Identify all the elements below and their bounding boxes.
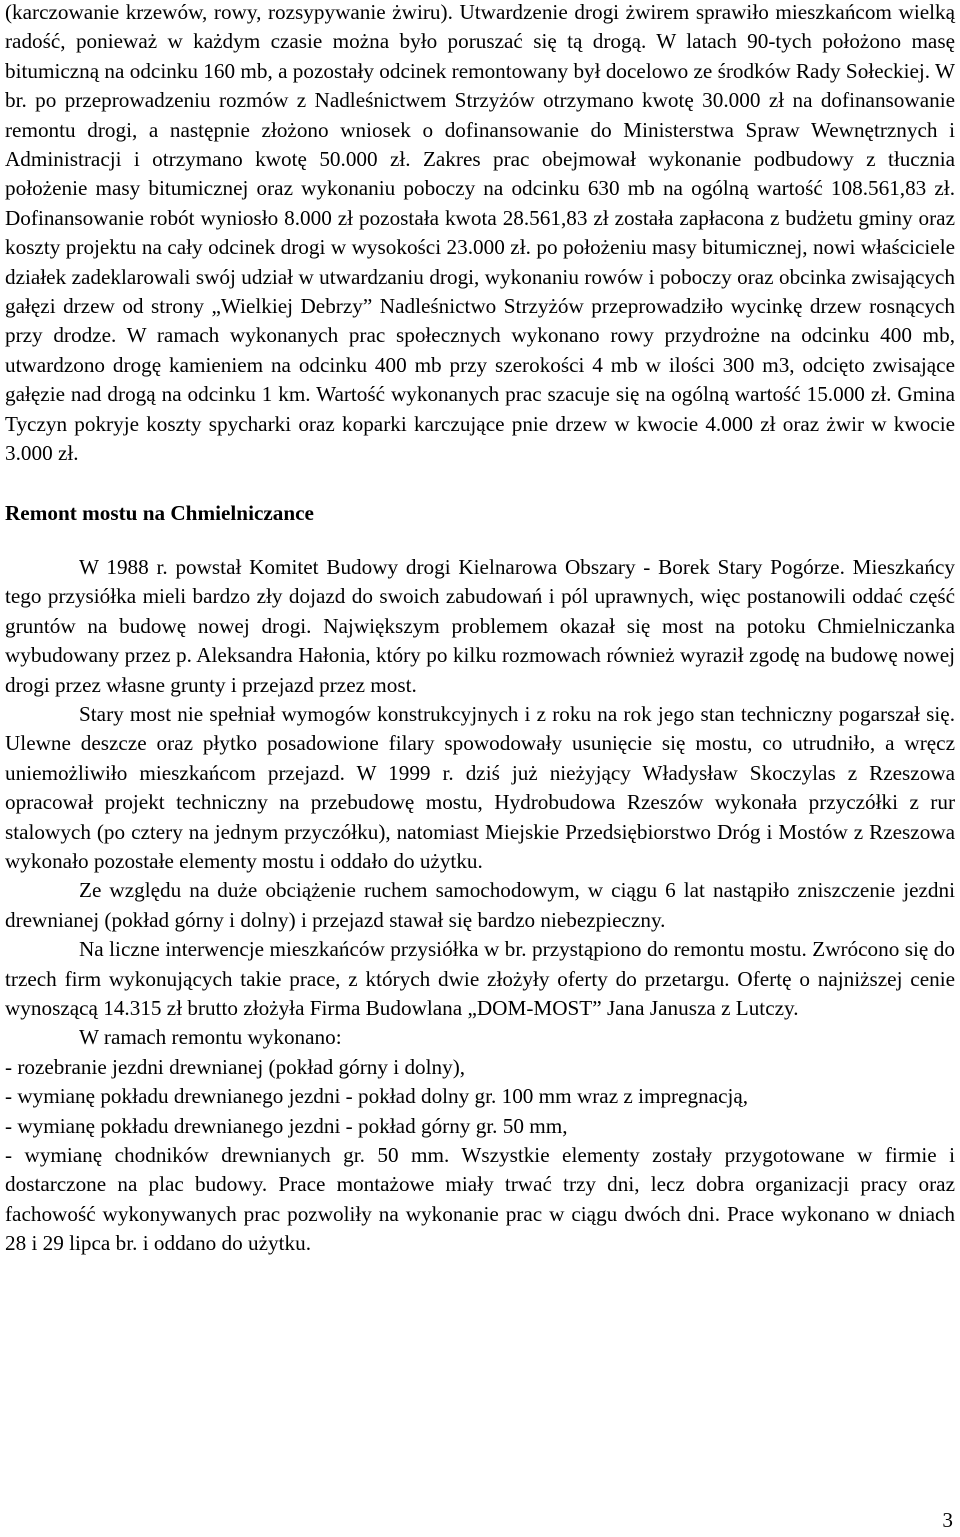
- body-paragraph: (karczowanie krzewów, rowy, rozsypywanie żwiru). Utwardzenie drogi żwirem sprawiło mieszkańcom wielką radość, ponieważ w każdym czasie można było poruszać się tą drogą. W latach 90-tych położono masę bitumiczną na odcinku 160 mb, a pozostały odcinek remontowany był docelowo ze środków Rady Sołeckiej. W br. po przeprowadzeniu rozmów z Nadleśnictwem Strzyżów otrzymano kwotę 30.000 zł na dofinansowanie remontu drogi, a następnie złożono wniosek o dofinansowanie do Ministerstwa Spraw Wewnętrznych i Administracji i otrzymano kwotę 50.000 zł. Zakres prac obejmował wykonanie podbudowy z tłucznia położenie masy bitumicznej oraz wykonaniu poboczy na odcinku 630 mb na ogólną wartość 108.561,83 zł. Dofinansowanie robót wyniosło 8.000 zł pozostała kwota 28.561,83 zł została zapłacona z budżetu gminy oraz koszty projektu na cały odcinek drogi w wysokości 23.000 zł. po położeniu masy bitumicznej, nowi właściciele działek zadeklarowali swój udział w utwardzaniu drogi, wykonaniu rowów i poboczy oraz obcinka zwisających gałęzi drzew od strony „Wielkiej Debrzy” Nadleśnictwo Strzyżów przeprowadziło wycinkę drzew rosnących przy drodze. W ramach wykonanych prac społecznych wykonano rowy przydrożne na odcinku 400 mb, utwardzono drogę kamieniem na odcinku 400 mb przy szerokości 4 mb w ilości 300 m3, odcięto zwisające gałęzie nad drogą na odcinku 1 km. Wartość wykonanych prac szacuje się na ogólną wartość 15.000 zł. Gmina Tyczyn pokryje koszty spycharki oraz koparki karczujące pnie drzew w kwocie 4.000 zł oraz żwir w kwocie 3.000 zł.: [5, 0, 955, 466]
- section-body: [5, 553, 955, 1259]
- body-paragraph: W 1988 r. powstał Komitet Budowy drogi Kielnarowa Obszary - Borek Stary Pogórze. Mieszkańcy tego przysiółka mieli bardzo zły dojazd do swoich zabudowań i pól uprawnych, więc postanowili oddać część gruntów na budowę nowej drogi. Największym problemem okazał się most na potoku Chmielniczanka wybudowany przez p. Aleksandra Hałonia, który po kilku rozmowach również wyraził zgodę na budowę nowej drogi przez własne grunty i przejazd przez most.: [5, 554, 955, 697]
- page-number: 3: [942, 1508, 953, 1532]
- list-item: - rozebranie jezdni drewnianej (pokład górny i dolny),: [5, 1054, 466, 1079]
- body-paragraph: Na liczne interwencje mieszkańców przysiółka w br. przystąpiono do remontu mostu. Zwrócono się do trzech firm wykonujących takie prace, z których dwie złożyły oferty do przetargu. Ofertę o najniższej cenie wynoszącą 14.315 zł brutto złożyła Firma Budowlana „DOM-MOST” Jana Janusza z Lutczy.: [5, 937, 955, 1020]
- document-page: [5, 0, 955, 1259]
- body-paragraph: Stary most nie spełniał wymogów konstrukcyjnych i z roku na rok jego stan techniczny pogarszał się. Ulewne deszcze oraz płytko posadowione filary spowodowały usunięcie się mostu, co utrudniło, a wręcz uniemożliwiło mieszkańcom przejazd. W 1999 r. dziś już nieżyjący Władysław Skoczylas z Rzeszowa opracował projekt techniczny na przebudowę mostu, Hydrobudowa Rzeszów wykonała przyczółki z rur stalowych (po cztery na jednym przyczółku), natomiast Miejskie Przedsiębiorstwo Dróg i Mostów z Rzeszowa wykonało pozostałe elementy mostu i oddało do użytku.: [5, 701, 955, 873]
- work-list: [5, 1053, 955, 1259]
- list-item: - wymianę pokładu drewnianego jezdni - pokład dolny gr. 100 mm wraz z impregnacją,: [5, 1084, 749, 1109]
- section-heading: Remont mostu na Chmielniczance: [5, 500, 314, 525]
- list-item: - wymianę pokładu drewnianego jezdni - pokład górny gr. 50 mm,: [5, 1113, 568, 1138]
- list-item: - wymianę chodników drewnianych gr. 50 mm. Wszystkie elementy zostały przygotowane w firmie i dostarczone na plac budowy. Prace montażowe miały trwać trzy dni, lecz dobra organizacji pracy oraz fachowość wykonywanych prac pozwoliły na wykonanie prac w ciągu dwóch dni. Prace wykonano w dniach 28 i 29 lipca br. i oddano do użytku.: [5, 1143, 955, 1256]
- body-paragraph: W ramach remontu wykonano:: [79, 1025, 342, 1050]
- body-paragraph: Ze względu na duże obciążenie ruchem samochodowym, w ciągu 6 lat nastąpiło zniszczenie jezdni drewnianej (pokład górny i dolny) i przejazd stawał się bardzo niebezpieczny.: [5, 878, 955, 932]
